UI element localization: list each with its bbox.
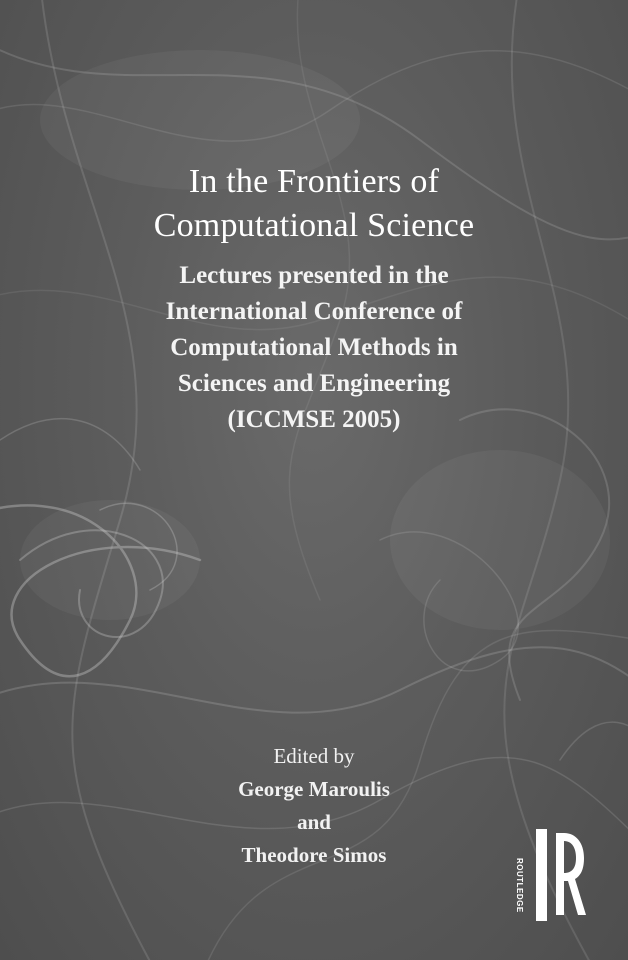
subtitle-line: (ICCMSE 2005) (227, 406, 401, 433)
routledge-r-logo-icon (536, 829, 586, 921)
publisher-logo-text: ROUTLEDGE (515, 858, 524, 913)
book-editors (0, 740, 628, 872)
title-line: In the Frontiers of (188, 163, 440, 200)
subtitle-line: Lectures presented in the (179, 262, 449, 289)
subtitle-line: Computational Methods in (170, 334, 458, 361)
title-line: Computational Science (153, 207, 475, 244)
editors-conjunction: and (297, 810, 331, 834)
editor-name: Theodore Simos (241, 843, 387, 867)
editors-line-2 (0, 806, 628, 872)
edited-by-label: Edited by (273, 744, 355, 768)
book-subtitle (0, 258, 628, 438)
editor-name: George Maroulis (238, 777, 390, 801)
editors-line-1 (0, 740, 628, 806)
subtitle-line: International Conference of (165, 298, 463, 325)
book-title (0, 160, 628, 248)
subtitle-line: Sciences and Engineering (177, 370, 451, 397)
